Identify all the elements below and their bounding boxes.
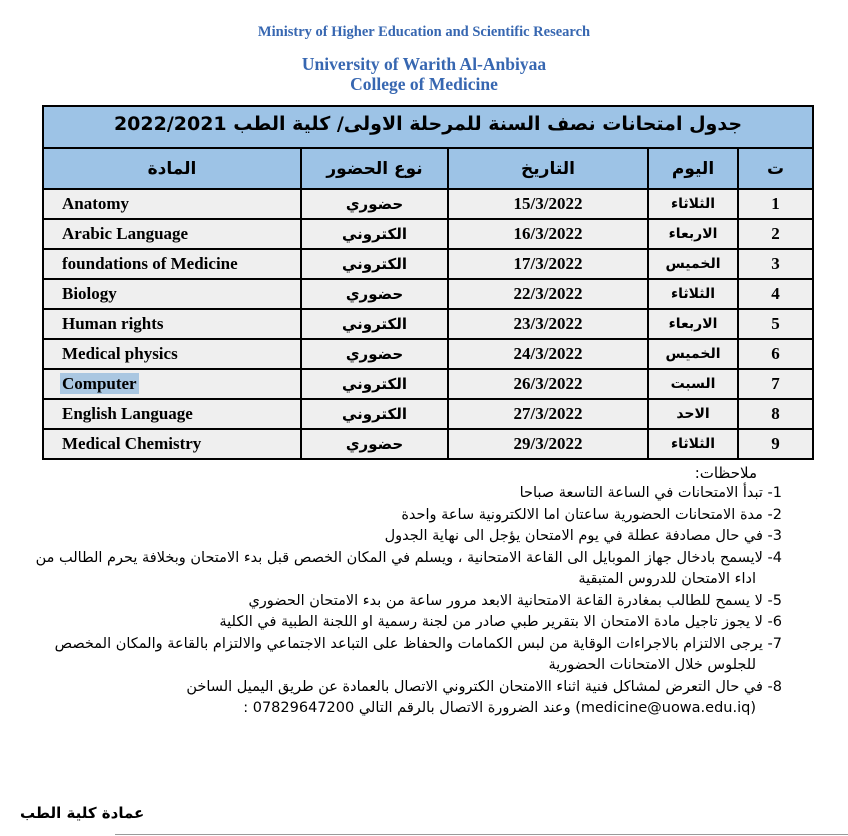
cell-attendance-type: الكتروني bbox=[301, 249, 448, 279]
table-row bbox=[43, 249, 813, 279]
column-header-day: اليوم bbox=[648, 148, 738, 189]
cell-day: الثلاثاء bbox=[648, 279, 738, 309]
cell-subject bbox=[43, 189, 301, 219]
cell-attendance-type: الكتروني bbox=[301, 219, 448, 249]
cell-date: 27/3/2022 bbox=[448, 399, 648, 429]
subject-text: Medical physics bbox=[62, 344, 178, 363]
cell-subject bbox=[43, 279, 301, 309]
notes-list bbox=[14, 483, 812, 720]
table-column-header-row bbox=[43, 148, 813, 189]
table-title: جدول امتحانات نصف السنة للمرحلة الاولى/ كلية الطب 2022/2021 bbox=[43, 106, 813, 148]
table-row bbox=[43, 339, 813, 369]
table-row bbox=[43, 369, 813, 399]
cell-attendance-type: الكتروني bbox=[301, 369, 448, 399]
table-row bbox=[43, 399, 813, 429]
note-item: 7- يرجى الالتزام بالاجراءات الوقاية من لبس الكمامات والحفاظ على التباعد الاجتماعي والالتزام بالقاعة والمكان المخصص للجلوس خلال الامتحانات الحضورية bbox=[54, 635, 782, 673]
page-bottom-rule bbox=[115, 834, 848, 835]
cell-attendance-type: حضوري bbox=[301, 339, 448, 369]
note-item: 8- في حال التعرض لمشاكل فنية اثناء االامتحان الكتروني الاتصال بالعمادة عن طريق اليميل الساخن (medicine@uowa.edu.iq) وعند الضرورة الاتصال بالرقم التالي 07829647200 : bbox=[186, 678, 782, 716]
column-header-attendance-type: نوع الحضور bbox=[301, 148, 448, 189]
cell-attendance-type: حضوري bbox=[301, 429, 448, 459]
cell-number: 4 bbox=[738, 279, 813, 309]
dean-signature: عمادة كلية الطب bbox=[20, 804, 145, 822]
table-title-row bbox=[43, 106, 813, 148]
note-item: 3- في حال مصادفة عطلة في يوم الامتحان يؤجل الى نهاية الجدول bbox=[384, 528, 782, 544]
cell-date: 26/3/2022 bbox=[448, 369, 648, 399]
university-title: University of Warith Al-Anbiyaa bbox=[301, 54, 547, 74]
subject-text: Medical Chemistry bbox=[62, 434, 202, 453]
cell-subject bbox=[43, 399, 301, 429]
table-row bbox=[43, 219, 813, 249]
subject-text: Biology bbox=[62, 284, 117, 303]
subject-text: Computer bbox=[62, 374, 137, 393]
cell-attendance-type: حضوري bbox=[301, 279, 448, 309]
cell-day: الثلاثاء bbox=[648, 189, 738, 219]
cell-date: 29/3/2022 bbox=[448, 429, 648, 459]
cell-number: 8 bbox=[738, 399, 813, 429]
note-item: 1- تبدأ الامتحانات في الساعة التاسعة صباحا bbox=[519, 485, 782, 501]
cell-number: 5 bbox=[738, 309, 813, 339]
note-item: 6- لا يجوز تاجيل مادة الامتحان الا بتقرير طبي صادر من لجنة رسمية او اللجنة الطبية في الكلية bbox=[219, 614, 782, 630]
cell-day: الخميس bbox=[648, 249, 738, 279]
cell-subject bbox=[43, 339, 301, 369]
cell-date: 17/3/2022 bbox=[448, 249, 648, 279]
note-item: 5- لا يسمح للطالب بمغادرة القاعة الامتحانية الابعد مرور ساعة من بدء الامتحان الحضوري bbox=[248, 592, 782, 609]
column-header-date: التاريخ bbox=[448, 148, 648, 189]
cell-date: 23/3/2022 bbox=[448, 309, 648, 339]
cell-day: الاربعاء bbox=[648, 219, 738, 249]
table-body bbox=[43, 189, 813, 459]
table-row bbox=[43, 279, 813, 309]
column-header-subject: المادة bbox=[43, 148, 301, 189]
exam-schedule-table bbox=[42, 105, 814, 460]
cell-subject bbox=[43, 309, 301, 339]
cell-number: 3 bbox=[738, 249, 813, 279]
cell-day: الاربعاء bbox=[648, 309, 738, 339]
cell-date: 22/3/2022 bbox=[448, 279, 648, 309]
note-item: 4- لايسمح بادخال جهاز الموبايل الى القاعة الامتحانية ، ويسلم في المكان الخصص قبل بدء الامتحان وبخلافة يحرم الطالب من اداء الامتحان للدروس المتبقية bbox=[35, 549, 782, 587]
cell-subject bbox=[43, 219, 301, 249]
ministry-title: Ministry of Higher Education and Scientific Research bbox=[257, 24, 591, 40]
cell-attendance-type: الكتروني bbox=[301, 309, 448, 339]
cell-subject bbox=[43, 429, 301, 459]
notes-section bbox=[14, 463, 812, 720]
subject-text: Arabic Language bbox=[62, 224, 189, 243]
table-row bbox=[43, 309, 813, 339]
subject-text: foundations of Medicine bbox=[62, 254, 238, 273]
note-item: 2- مدة الامتحانات الحضورية ساعتان اما الالكترونية ساعة واحدة bbox=[401, 506, 782, 523]
cell-day: السبت bbox=[648, 369, 738, 399]
cell-day: الخميس bbox=[648, 339, 738, 369]
cell-number: 7 bbox=[738, 369, 813, 399]
subject-text: Anatomy bbox=[62, 194, 130, 213]
cell-date: 24/3/2022 bbox=[448, 339, 648, 369]
cell-number: 6 bbox=[738, 339, 813, 369]
cell-number: 1 bbox=[738, 189, 813, 219]
cell-date: 16/3/2022 bbox=[448, 219, 648, 249]
notes-heading: ملاحظات: bbox=[694, 464, 757, 482]
cell-subject bbox=[43, 369, 301, 399]
cell-date: 15/3/2022 bbox=[448, 189, 648, 219]
cell-day: الثلاثاء bbox=[648, 429, 738, 459]
table-row bbox=[43, 189, 813, 219]
subject-text: English Language bbox=[62, 404, 193, 423]
college-title: College of Medicine bbox=[350, 74, 498, 94]
document-header bbox=[0, 0, 848, 94]
subject-text: Human rights bbox=[62, 314, 164, 333]
cell-attendance-type: الكتروني bbox=[301, 399, 448, 429]
column-header-number: ت bbox=[738, 148, 813, 189]
cell-subject bbox=[43, 249, 301, 279]
cell-number: 2 bbox=[738, 219, 813, 249]
cell-day: الاحد bbox=[648, 399, 738, 429]
cell-number: 9 bbox=[738, 429, 813, 459]
table-row bbox=[43, 429, 813, 459]
cell-attendance-type: حضوري bbox=[301, 189, 448, 219]
